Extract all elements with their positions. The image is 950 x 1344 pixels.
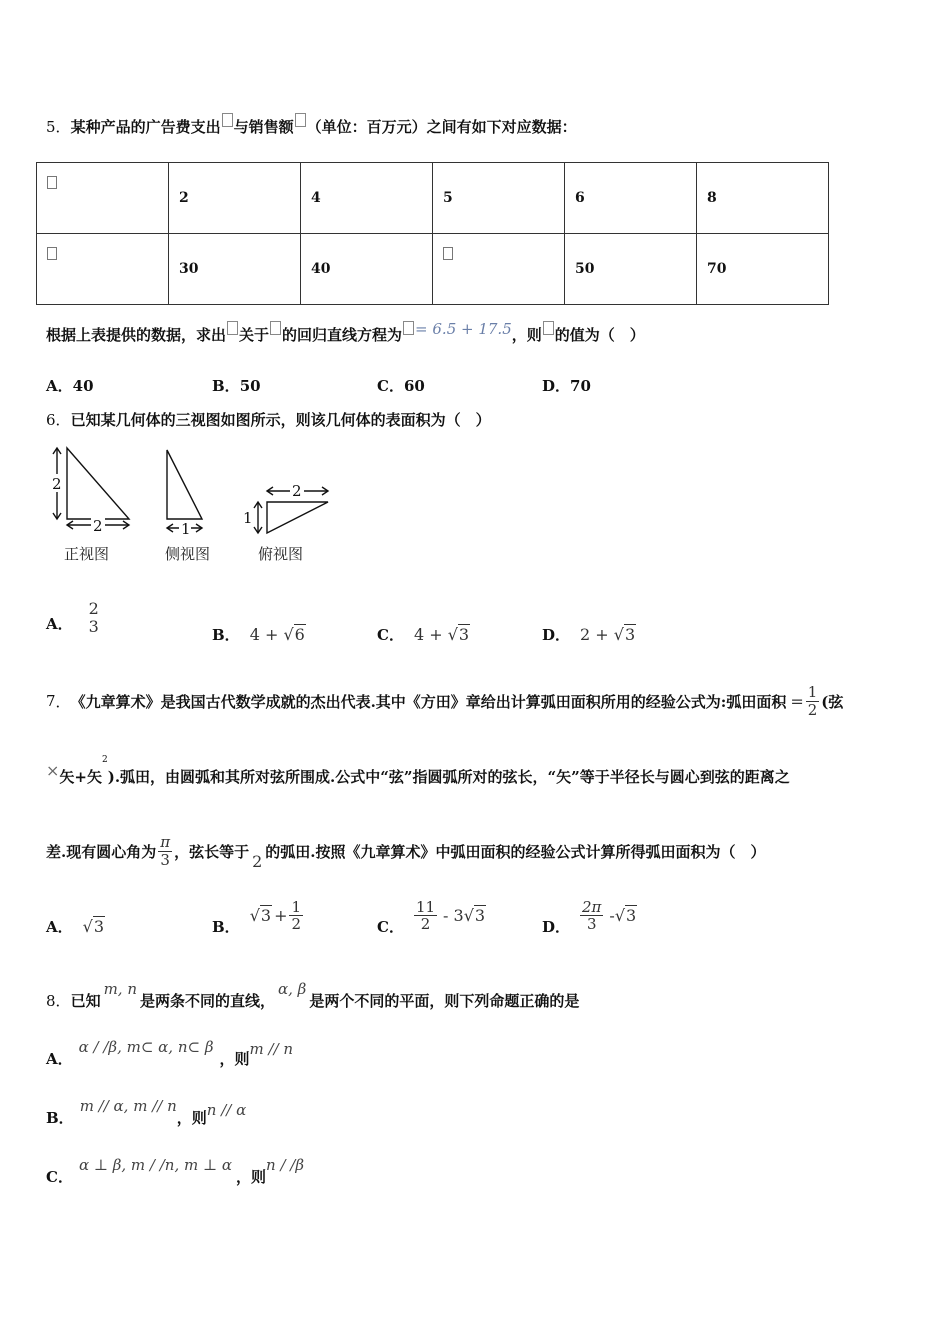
side-width-label: 1	[181, 520, 191, 538]
table-cell: 40	[301, 234, 433, 305]
q5-follow-part5: 的值为（ ）	[554, 326, 645, 344]
regression-equation: = 6.5 + 17.5	[415, 320, 512, 338]
q6-option-a[interactable]: A． 2 3	[46, 599, 99, 636]
table-cell	[433, 234, 565, 305]
q7-option-c[interactable]: C． $\frac{11}{2}$ - 3 √3	[377, 897, 486, 936]
table-cell: 5	[433, 163, 565, 234]
q6-option-b[interactable]: B． 4 + √6	[212, 625, 305, 644]
missing-glyph-icon	[295, 113, 306, 127]
table-cell: 6	[565, 163, 697, 234]
q5-follow-part4: ，则	[511, 326, 542, 344]
q7-line3: 差.现有圆心角为 $\frac{\pi}{3}$ ，弦长等于 2 的弧田.按照《九章算术》中弧田面积的经验公式计算所得弧田面积为（ ）	[46, 833, 766, 871]
q5-option-a[interactable]: A．40	[46, 377, 94, 395]
q5-number: 5	[46, 118, 56, 136]
side-view-label: 侧视图	[165, 545, 211, 563]
q5-option-c[interactable]: C．60	[377, 377, 425, 395]
q5-stem-part2: 与销售额	[233, 118, 294, 136]
q5-stem: 5．某种产品的广告费支出 与销售额 （单位：百万元）之间有如下对应数据：	[46, 116, 577, 137]
missing-glyph-icon	[443, 247, 453, 260]
front-width-label: 2	[93, 517, 103, 535]
q7-option-d[interactable]: D． $\frac{2\pi}{3}$ - √3	[542, 897, 637, 936]
q5-option-d[interactable]: D．70	[542, 377, 591, 395]
missing-glyph-icon	[227, 321, 238, 335]
table-cell: 8	[697, 163, 829, 234]
table-cell: 2	[169, 163, 301, 234]
top-view-label: 俯视图	[258, 545, 304, 563]
q8-option-a[interactable]: A．α / /β, m⊂ α, n⊂ β，则m // n	[46, 1038, 294, 1068]
table-row	[37, 163, 829, 234]
q6-stem: 6．已知某几何体的三视图如图所示，则该几何体的表面积为（ ）	[46, 411, 491, 429]
table-cell: 70	[697, 234, 829, 305]
q7-line2: ×矢+矢$^2$).弧田，由圆弧和其所对弦所围成.公式中“弦”指圆弧所对的弦长，“矢”等于半径长与圆心到弦的距离之	[46, 755, 790, 786]
q5-stem-part3: （单位：百万元）之间有如下对应数据：	[306, 118, 577, 136]
table-row	[37, 234, 829, 305]
q7-line1-text: 《九章算术》是我国古代数学成就的杰出代表.其中《方田》章给出计算弧田面积所用的经验公式为:弧田面积	[70, 692, 787, 711]
missing-glyph-icon	[403, 321, 414, 335]
q8-stem: 8．已知m, n是两条不同的直线，α, β是两个不同的平面，则下列命题正确的是	[46, 980, 580, 1010]
table-cell: 50	[565, 234, 697, 305]
table-cell: 30	[169, 234, 301, 305]
q7-number: 7	[46, 692, 56, 710]
table-cell	[37, 234, 169, 305]
q5-follow-part3: 的回归直线方程为	[282, 326, 403, 344]
top-height-label: 1	[243, 509, 253, 527]
q6-stem-text: 已知某几何体的三视图如图所示，则该几何体的表面积为（ ）	[70, 411, 491, 429]
missing-glyph-icon	[222, 113, 233, 127]
table-cell	[37, 163, 169, 234]
q7-line1: 7 ． 《九章算术》是我国古代数学成就的杰出代表.其中《方田》章给出计算弧田面积所用的经验公式为:弧田面积 = $\frac{1}{2}$ (弦	[46, 683, 844, 719]
q8-option-b[interactable]: B．m // α, m // n，则n // α	[46, 1097, 247, 1127]
q5-followup	[46, 320, 645, 345]
missing-glyph-icon	[47, 176, 57, 189]
table-cell: 4	[301, 163, 433, 234]
q6-option-d[interactable]: D． 2 + √3	[542, 625, 636, 644]
missing-glyph-icon	[543, 321, 554, 335]
top-width-label: 2	[292, 482, 302, 500]
q8-option-c[interactable]: C．α ⊥ β, m / /n, m ⊥ α，则n / /β	[46, 1156, 304, 1186]
missing-glyph-icon	[270, 321, 281, 335]
q7-option-a[interactable]: A． √3	[46, 917, 105, 936]
q5-data-table	[36, 162, 829, 305]
q5-option-b[interactable]: B．50	[212, 377, 261, 395]
q7-option-b[interactable]: B． √3 + $\frac{1}{2}$	[212, 897, 302, 936]
missing-glyph-icon	[47, 247, 57, 260]
q5-follow-part2: 关于	[239, 326, 270, 344]
front-height-label: 2	[52, 475, 62, 493]
front-view	[53, 448, 129, 529]
q5-follow-part1: 根据上表提供的数据，求出	[46, 326, 227, 344]
q8-number: 8	[46, 992, 56, 1010]
q6-number: 6	[46, 411, 56, 429]
q6-option-c[interactable]: C． 4 + √3	[377, 625, 470, 644]
front-view-label: 正视图	[64, 545, 110, 563]
q5-stem-part1: 某种产品的广告费支出	[70, 118, 221, 136]
